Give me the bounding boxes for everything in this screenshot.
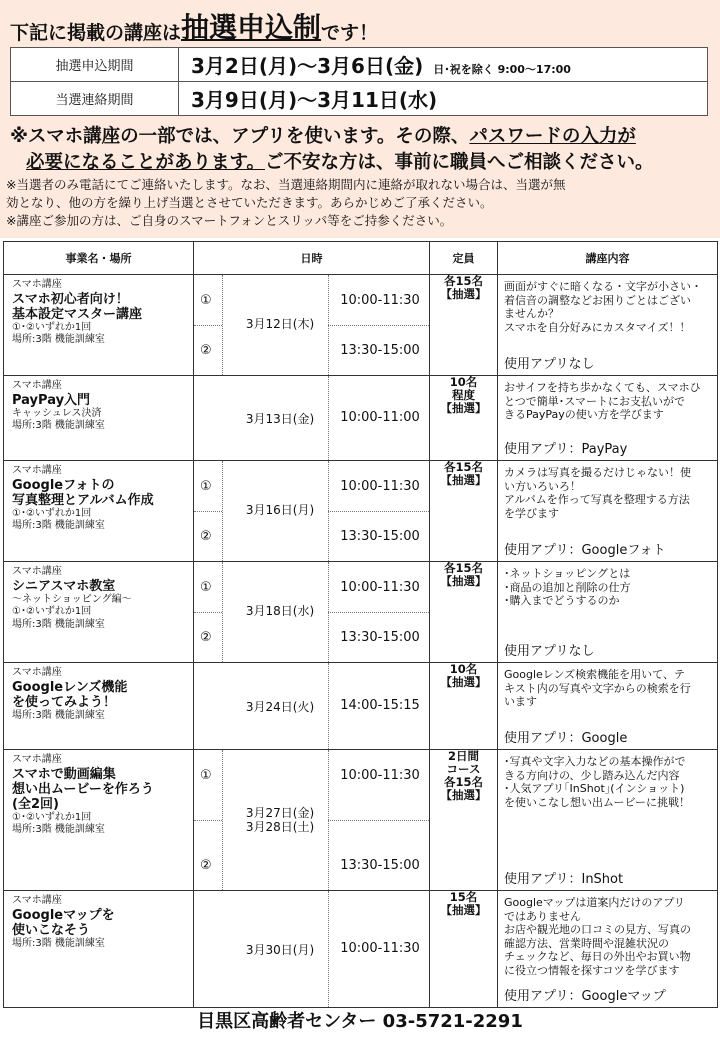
course-subtitle: ①･②いずれか1回 bbox=[12, 811, 92, 823]
session-time: 13:30-15:00 bbox=[340, 630, 420, 645]
session-date: 3月12日(木) bbox=[245, 317, 315, 331]
schedule-row bbox=[4, 750, 718, 891]
content-cell bbox=[498, 461, 718, 562]
header-name: 事業名・場所 bbox=[4, 242, 194, 275]
course-place: 場所:3階 機能訓練室 bbox=[12, 334, 105, 345]
session-time: 10:00-11:30 bbox=[340, 479, 420, 494]
datetime-cell bbox=[194, 562, 430, 663]
datetime-grid bbox=[194, 376, 429, 460]
dotted-divider bbox=[194, 612, 222, 613]
headline-part1: 下記に掲載の講座は bbox=[10, 22, 182, 44]
warning-underlined: パスワードの入力が bbox=[469, 126, 636, 147]
schedule-row bbox=[4, 275, 718, 376]
session-time: 13:30-15:00 bbox=[340, 343, 420, 358]
course-title: PayPay入門 bbox=[12, 392, 91, 408]
course-subtitle: キャッシュレス決済 bbox=[12, 407, 102, 419]
dotted-divider bbox=[194, 325, 222, 326]
dotted-divider bbox=[328, 820, 429, 821]
course-place: 場所:3階 機能訓練室 bbox=[12, 824, 105, 835]
capacity-cell: 10名 程度 【抽選】 bbox=[430, 376, 498, 461]
session-number: ② bbox=[200, 529, 212, 544]
period-label: 当選連絡期間 bbox=[11, 82, 179, 116]
header-content: 講座内容 bbox=[498, 242, 718, 275]
course-cell bbox=[4, 891, 194, 1008]
session-number: ② bbox=[200, 858, 212, 873]
period-label: 抽選申込期間 bbox=[11, 48, 179, 82]
course-description: Googleマップは道案内だけのアプリ ではありません お店や観光地の口コミの見方、写真の 確認方法、営業時間や混雑状況の チェックなど、毎日の外出やお買い物 に役立つ情報を探すコツを学びます bbox=[504, 896, 691, 977]
schedule-header-row bbox=[4, 242, 718, 275]
session-date: 3月18日(水) bbox=[245, 604, 315, 618]
session-number: ① bbox=[200, 580, 212, 595]
session-time: 10:00-11:00 bbox=[340, 410, 420, 425]
course-cell bbox=[4, 750, 194, 891]
course-category: スマホ講座 bbox=[12, 380, 62, 391]
content-cell bbox=[498, 275, 718, 376]
session-number: ① bbox=[200, 293, 212, 308]
dotted-divider bbox=[222, 275, 223, 375]
session-time: 13:30-15:00 bbox=[340, 858, 420, 873]
headline bbox=[10, 6, 378, 46]
capacity-cell: 15名 【抽選】 bbox=[430, 891, 498, 1008]
dotted-divider bbox=[328, 612, 429, 613]
period-row bbox=[11, 82, 708, 116]
note-line: 効となり、他の方を繰り上げ当選とさせていただきます。あらかじめご了承ください。 bbox=[6, 195, 493, 210]
course-category: スマホ講座 bbox=[12, 754, 62, 765]
content-cell bbox=[498, 562, 718, 663]
header-datetime: 日時 bbox=[194, 242, 430, 275]
course-title: Googleマップを 使いこなそう bbox=[12, 907, 115, 938]
schedule-row bbox=[4, 663, 718, 750]
course-subtitle: ①･②いずれか1回 bbox=[12, 321, 92, 333]
course-title: Googleレンズ機能 を使ってみよう！ bbox=[12, 679, 128, 710]
session-date: 3月16日(月) bbox=[245, 503, 315, 517]
course-description: ･写真や文字入力などの基本操作がで きる方向けの、少し踏み込んだ内容 ･人気アプリ｢InShot｣(インショット) を使いこなし想い出ムービーに挑戦！ bbox=[504, 755, 691, 809]
course-cell bbox=[4, 376, 194, 461]
course-description: ･ネットショッピングとは ･商品の追加と削除の仕方 ･購入までどうするのか bbox=[504, 567, 631, 607]
course-place: 場所:3階 機能訓練室 bbox=[12, 520, 105, 531]
course-title: スマホで動画編集 想い出ムービーを作ろう (全2回) bbox=[12, 766, 154, 812]
course-description: Googleレンズ検索機能を用いて、テ キスト内の写真や文字からの検索を行 います bbox=[504, 668, 691, 708]
session-time: 10:00-11:30 bbox=[340, 293, 420, 308]
datetime-grid bbox=[194, 461, 429, 561]
capacity-cell: 各15名 【抽選】 bbox=[430, 461, 498, 562]
content-cell bbox=[498, 891, 718, 1008]
dotted-divider bbox=[194, 511, 222, 512]
session-number: ① bbox=[200, 479, 212, 494]
datetime-grid bbox=[194, 663, 429, 749]
course-title: スマホ初心者向け！ 基本設定マスター講座 bbox=[12, 291, 143, 322]
capacity-cell: 各15名 【抽選】 bbox=[430, 275, 498, 376]
capacity-cell: 各15名 【抽選】 bbox=[430, 562, 498, 663]
schedule-row bbox=[4, 562, 718, 663]
datetime-cell bbox=[194, 461, 430, 562]
header-capacity: 定員 bbox=[430, 242, 498, 275]
app-used: 使用アプリなし bbox=[504, 357, 595, 372]
schedule-row bbox=[4, 891, 718, 1008]
period-table bbox=[10, 47, 708, 116]
content-cell bbox=[498, 376, 718, 461]
datetime-cell bbox=[194, 891, 430, 1008]
session-time: 13:30-15:00 bbox=[340, 529, 420, 544]
session-date: 3月24日(火) bbox=[245, 700, 315, 714]
period-value: 3月9日(月)～3月11日(水) bbox=[191, 88, 438, 112]
headline-emphasis: 抽選申込制 bbox=[181, 11, 322, 44]
course-place: 場所:3階 機能訓練室 bbox=[12, 937, 105, 949]
app-used: 使用アプリ：Googleマップ bbox=[504, 989, 666, 1004]
course-cell bbox=[4, 562, 194, 663]
schedule-row bbox=[4, 376, 718, 461]
course-place: 場所:3階 機能訓練室 bbox=[12, 420, 105, 431]
datetime-grid bbox=[194, 750, 429, 890]
course-description: おサイフを持ち歩かなくても、スマホひ とつで簡単･スマートにお支払いがで きるPayPayの使い方を学びます bbox=[504, 381, 701, 421]
course-cell bbox=[4, 461, 194, 562]
course-description: 画面がすぐに暗くなる・文字が小さい・ 着信音の調整などお困りごとはござい ませんか？ スマホを自分好みにカスタマイズ！！ bbox=[504, 280, 702, 334]
course-category: スマホ講座 bbox=[12, 566, 62, 577]
dotted-divider bbox=[328, 325, 429, 326]
session-date: 3月30日(月) bbox=[245, 943, 315, 957]
course-cell bbox=[4, 663, 194, 750]
course-subtitle: ①･②いずれか1回 bbox=[12, 507, 92, 519]
app-used: 使用アプリ：InShot bbox=[504, 872, 624, 887]
schedule-row bbox=[4, 461, 718, 562]
period-value: 3月2日(月)～3月6日(金) bbox=[191, 54, 424, 78]
schedule-table bbox=[3, 241, 718, 1008]
course-category: スマホ講座 bbox=[12, 279, 62, 290]
course-category: スマホ講座 bbox=[12, 667, 62, 678]
warning-text: ※スマホ講座の一部では、アプリを使います。その際、 bbox=[10, 126, 470, 147]
course-description: カメラは写真を撮るだけじゃない！使 い方いろいろ！ アルバムを作って写真を整理する方法 を学びます bbox=[504, 466, 691, 520]
course-title: Googleフォトの 写真整理とアルバム作成 bbox=[12, 477, 154, 508]
session-number: ② bbox=[200, 630, 212, 645]
course-title: シニアスマホ教室 bbox=[12, 578, 116, 594]
session-number: ② bbox=[200, 343, 212, 358]
course-category: スマホ講座 bbox=[12, 465, 62, 476]
period-note: 日･祝を除く 9:00～17:00 bbox=[433, 63, 571, 76]
app-used: 使用アプリなし bbox=[504, 644, 595, 659]
datetime-grid bbox=[194, 891, 429, 1007]
app-used: 使用アプリ：Google bbox=[504, 731, 628, 746]
datetime-cell bbox=[194, 750, 430, 891]
session-date: 3月27日(金) 3月28日(土) bbox=[245, 806, 315, 834]
session-number: ① bbox=[200, 768, 212, 783]
note-line: ※講座ご参加の方は、ご自身のスマートフォンとスリッパ等をご持参ください。 bbox=[6, 213, 453, 228]
datetime-cell bbox=[194, 275, 430, 376]
warning-text: ご不安な方は、事前に職員へご相談ください。 bbox=[265, 152, 654, 173]
datetime-grid bbox=[194, 275, 429, 375]
footer-contact: 目黒区高齢者センター 03-5721-2291 bbox=[197, 1011, 523, 1032]
course-place: 場所:3階 機能訓練室 bbox=[12, 709, 105, 721]
dotted-divider bbox=[222, 562, 223, 662]
datetime-cell bbox=[194, 376, 430, 461]
session-date: 3月13日(金) bbox=[245, 412, 315, 426]
course-category: スマホ講座 bbox=[12, 895, 62, 906]
datetime-grid bbox=[194, 562, 429, 662]
dotted-divider bbox=[222, 461, 223, 561]
session-time: 10:00-11:30 bbox=[340, 941, 420, 956]
course-subtitle: ～ネットショッピング編～ ①･②いずれか1回 bbox=[12, 593, 132, 617]
app-used: 使用アプリ：Googleフォト bbox=[504, 543, 666, 558]
notes bbox=[6, 176, 718, 230]
period-row bbox=[11, 48, 708, 82]
datetime-cell bbox=[194, 663, 430, 750]
capacity-cell: 10名 【抽選】 bbox=[430, 663, 498, 750]
dotted-divider bbox=[328, 511, 429, 512]
warning-underlined: 必要になることがあります。 bbox=[26, 152, 266, 173]
session-time: 10:00-11:30 bbox=[340, 580, 420, 595]
content-cell bbox=[498, 663, 718, 750]
dotted-divider bbox=[222, 750, 223, 890]
password-warning bbox=[10, 124, 718, 176]
course-cell bbox=[4, 275, 194, 376]
content-cell bbox=[498, 750, 718, 891]
dotted-divider bbox=[194, 820, 222, 821]
capacity-cell: 2日間 コース 各15名 【抽選】 bbox=[430, 750, 498, 891]
app-used: 使用アプリ：PayPay bbox=[504, 442, 628, 457]
session-time: 14:00-15:15 bbox=[340, 698, 420, 713]
note-line: ※当選者のみ電話にてご連絡いたします。なお、当選連絡期間内に連絡が取れない場合は、当選が無 bbox=[6, 177, 566, 192]
headline-part3: です！ bbox=[321, 22, 379, 44]
session-time: 10:00-11:30 bbox=[340, 768, 420, 783]
course-place: 場所:3階 機能訓練室 bbox=[12, 618, 105, 630]
